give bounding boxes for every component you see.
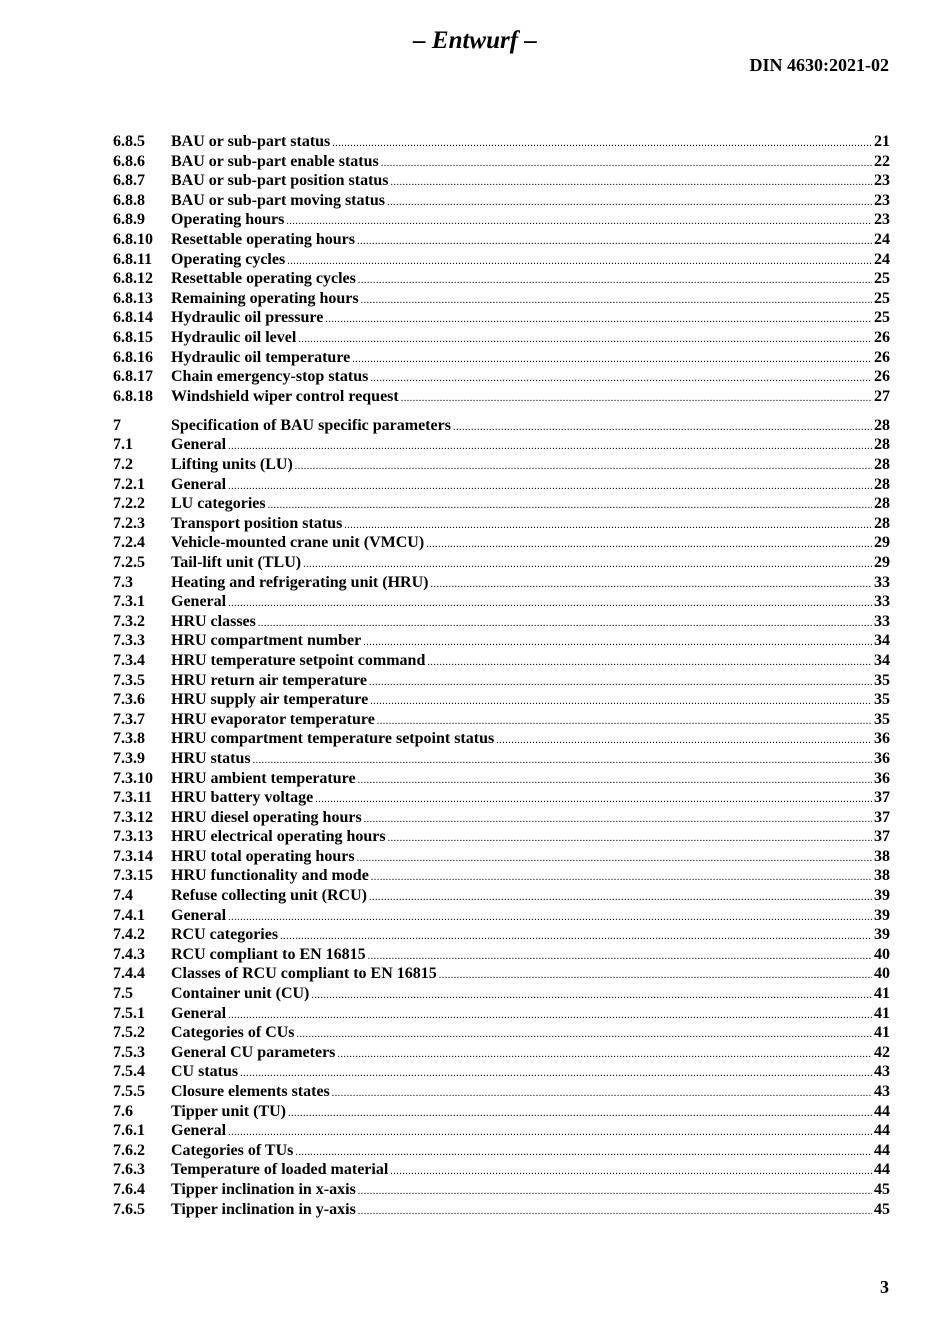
toc-entry-number: 7.2.3 bbox=[113, 514, 145, 532]
dot-leader bbox=[358, 1182, 872, 1202]
toc-entry-page: 39 bbox=[874, 906, 890, 924]
dot-leader bbox=[453, 418, 872, 438]
toc-entry-page: 38 bbox=[874, 847, 890, 865]
toc-entry-title: General bbox=[171, 1122, 227, 1140]
toc-entry-title: CU status bbox=[171, 1063, 239, 1081]
toc-entry-title: HRU functionality and mode bbox=[171, 867, 369, 885]
toc-entry-title: BAU or sub-part enable status bbox=[171, 152, 379, 170]
toc-entry-title: Tipper inclination in y-axis bbox=[171, 1200, 356, 1218]
toc-entry-title: BAU or sub-part status bbox=[171, 133, 331, 150]
toc-entry-page: 23 bbox=[874, 211, 890, 229]
dot-leader bbox=[388, 829, 872, 849]
toc-entry-page: 22 bbox=[874, 152, 890, 170]
toc-entry-page: 23 bbox=[874, 172, 890, 190]
toc-entry-page: 23 bbox=[874, 191, 890, 209]
toc-entry-number: 6.8.8 bbox=[113, 191, 145, 209]
toc-entry-page: 25 bbox=[874, 289, 890, 307]
toc-entry[interactable] bbox=[113, 475, 890, 495]
toc-entry-page: 41 bbox=[874, 1004, 890, 1022]
toc-entry[interactable] bbox=[113, 690, 890, 710]
toc-entry-number: 7.3.15 bbox=[113, 867, 153, 885]
toc-entry-number: 6.8.15 bbox=[113, 328, 153, 346]
toc-entry-number: 7.4.1 bbox=[113, 906, 145, 924]
toc-entry[interactable] bbox=[113, 250, 890, 270]
toc-entry-page: 28 bbox=[874, 495, 890, 513]
toc-entry-title: Tipper inclination in x-axis bbox=[171, 1180, 356, 1198]
toc-entry-number: 7.5.4 bbox=[113, 1063, 145, 1081]
toc-entry-page: 36 bbox=[874, 730, 890, 748]
toc-entry[interactable] bbox=[113, 416, 890, 436]
toc-entry-number: 7.3 bbox=[113, 573, 133, 591]
toc-entry-number: 7.5.5 bbox=[113, 1083, 145, 1100]
toc-entry-page: 40 bbox=[874, 945, 890, 963]
toc-entry-number: 6.8.9 bbox=[113, 211, 145, 229]
toc-entry[interactable] bbox=[113, 289, 890, 309]
dot-leader bbox=[280, 927, 872, 947]
toc-entry[interactable] bbox=[113, 171, 890, 191]
dot-leader bbox=[332, 1084, 872, 1104]
toc-entry-title: General bbox=[171, 436, 227, 454]
toc-entry-page: 28 bbox=[874, 436, 890, 454]
toc-entry[interactable] bbox=[113, 1180, 890, 1200]
toc-entry-title: Heating and refrigerating unit (HRU) bbox=[171, 573, 429, 591]
dot-leader bbox=[295, 457, 872, 477]
toc-entry-number: 7.4 bbox=[113, 887, 133, 905]
toc-entry-page: 44 bbox=[874, 1161, 890, 1179]
toc-entry-number: 7.6.4 bbox=[113, 1180, 145, 1198]
toc-entry-number: 7.6.5 bbox=[113, 1200, 145, 1218]
toc-entry[interactable] bbox=[113, 612, 890, 632]
toc-entry-number: 7.3.8 bbox=[113, 730, 145, 748]
toc-entry[interactable] bbox=[113, 729, 890, 749]
dot-leader bbox=[311, 986, 872, 1006]
dot-leader bbox=[337, 1045, 872, 1065]
toc-entry[interactable] bbox=[113, 1160, 890, 1180]
dot-leader bbox=[391, 173, 872, 193]
toc-entry[interactable] bbox=[113, 945, 890, 965]
toc-entry-page: 24 bbox=[874, 250, 890, 268]
toc-entry-title: Chain emergency-stop status bbox=[171, 368, 369, 386]
toc-entry[interactable] bbox=[113, 494, 890, 514]
dot-leader bbox=[439, 966, 872, 986]
toc-entry-title: Categories of CUs bbox=[171, 1024, 295, 1042]
toc-entry-title: Refuse collecting unit (RCU) bbox=[171, 887, 367, 905]
toc-entry-number: 7.2.2 bbox=[113, 495, 145, 513]
toc-entry-title: HRU supply air temperature bbox=[171, 691, 369, 709]
toc-entry[interactable] bbox=[113, 651, 890, 671]
toc-entry-title: Hydraulic oil temperature bbox=[171, 348, 351, 366]
toc-entry-number: 7.1 bbox=[113, 436, 133, 454]
toc-entry-number: 6.8.7 bbox=[113, 172, 145, 190]
toc-entry-page: 25 bbox=[874, 270, 890, 288]
toc-entry[interactable] bbox=[113, 553, 890, 573]
toc-entry-page: 26 bbox=[874, 328, 890, 346]
toc-entry-page: 39 bbox=[874, 926, 890, 944]
toc-entry[interactable] bbox=[113, 1121, 890, 1141]
toc-entry-number: 6.8.11 bbox=[113, 250, 153, 268]
toc-entry-title: HRU electrical operating hours bbox=[171, 828, 386, 846]
toc-entry[interactable] bbox=[113, 435, 890, 455]
toc-entry-page: 24 bbox=[874, 230, 890, 248]
dot-leader bbox=[368, 947, 872, 967]
document-id: DIN 4630:2021-02 bbox=[749, 55, 889, 75]
toc-entry-number: 7 bbox=[113, 416, 121, 434]
toc-entry-page: 43 bbox=[874, 1083, 890, 1100]
toc-entry-page: 25 bbox=[874, 309, 890, 327]
toc-entry-title: HRU return air temperature bbox=[171, 671, 367, 689]
toc-entry-number: 7.6 bbox=[113, 1102, 133, 1120]
table-of-contents bbox=[113, 132, 890, 1219]
toc-entry-number: 7.3.5 bbox=[113, 671, 145, 689]
dot-leader bbox=[228, 1006, 872, 1026]
toc-entry[interactable] bbox=[113, 671, 890, 691]
dot-leader bbox=[240, 1064, 872, 1084]
toc-entry-title: Transport position status bbox=[171, 514, 343, 532]
toc-entry-number: 6.8.14 bbox=[113, 309, 153, 327]
toc-entry-number: 7.6.3 bbox=[113, 1161, 145, 1179]
toc-entry-title: HRU status bbox=[171, 749, 251, 767]
toc-entry[interactable] bbox=[113, 191, 890, 211]
toc-entry-number: 6.8.6 bbox=[113, 152, 145, 170]
dot-leader bbox=[369, 673, 872, 693]
dot-leader bbox=[370, 369, 872, 389]
toc-entry-number: 7.3.9 bbox=[113, 749, 145, 767]
toc-entry[interactable] bbox=[113, 573, 890, 593]
toc-entry-title: Tail-lift unit (TLU) bbox=[171, 553, 302, 571]
toc-entry[interactable] bbox=[113, 367, 890, 387]
toc-entry-page: 35 bbox=[874, 671, 890, 689]
toc-entry[interactable] bbox=[113, 631, 890, 651]
toc-entry[interactable] bbox=[113, 886, 890, 906]
dot-leader bbox=[370, 692, 872, 712]
toc-entry[interactable] bbox=[113, 230, 890, 250]
toc-entry-title: LU categories bbox=[171, 495, 266, 513]
dot-leader bbox=[363, 633, 872, 653]
toc-entry-number: 6.8.16 bbox=[113, 348, 153, 366]
toc-entry[interactable] bbox=[113, 1102, 890, 1122]
toc-entry-page: 33 bbox=[874, 612, 890, 630]
toc-entry-number: 7.3.10 bbox=[113, 769, 153, 787]
toc-entry-page: 44 bbox=[874, 1102, 890, 1120]
toc-entry[interactable] bbox=[113, 866, 890, 886]
toc-entry-title: HRU battery voltage bbox=[171, 789, 314, 807]
toc-entry-number: 7.2.4 bbox=[113, 534, 145, 552]
toc-entry-number: 7.3.13 bbox=[113, 828, 153, 846]
toc-entry-title: Tipper unit (TU) bbox=[171, 1102, 286, 1120]
dot-leader bbox=[426, 535, 872, 555]
toc-entry-title: Temperature of loaded material bbox=[171, 1161, 389, 1179]
toc-entry-page: 45 bbox=[874, 1200, 890, 1218]
toc-entry-title: Vehicle-mounted crane unit (VMCU) bbox=[171, 534, 425, 552]
toc-entry-number: 7.4.2 bbox=[113, 926, 145, 944]
toc-entry-number: 7.3.1 bbox=[113, 593, 145, 611]
toc-entry-title: BAU or sub-part moving status bbox=[171, 191, 385, 209]
dot-leader bbox=[315, 790, 872, 810]
dot-leader bbox=[287, 252, 872, 272]
toc-entry-title: HRU diesel operating hours bbox=[171, 808, 362, 826]
toc-entry[interactable] bbox=[113, 1062, 890, 1082]
toc-entry-title: General bbox=[171, 906, 227, 924]
toc-entry-title: BAU or sub-part position status bbox=[171, 172, 389, 190]
toc-entry[interactable] bbox=[113, 328, 890, 348]
toc-entry[interactable] bbox=[113, 847, 890, 867]
toc-entry-title: General bbox=[171, 593, 227, 611]
toc-entry-title: Container unit (CU) bbox=[171, 985, 310, 1003]
toc-entry[interactable] bbox=[113, 749, 890, 769]
dot-leader bbox=[371, 868, 872, 888]
toc-entry-number: 7.3.7 bbox=[113, 710, 145, 728]
toc-entry-title: RCU compliant to EN 16815 bbox=[171, 945, 366, 963]
toc-entry-title: HRU evaporator temperature bbox=[171, 710, 375, 728]
toc-entry-page: 33 bbox=[874, 573, 890, 591]
toc-entry-page: 21 bbox=[874, 133, 890, 150]
dot-leader bbox=[268, 496, 872, 516]
toc-entry[interactable] bbox=[113, 592, 890, 612]
toc-entry-page: 41 bbox=[874, 1024, 890, 1042]
toc-entry-title: Closure elements states bbox=[171, 1083, 330, 1100]
toc-entry-title: Remaining operating hours bbox=[171, 289, 359, 307]
toc-entry[interactable] bbox=[113, 1141, 890, 1161]
toc-entry-page: 29 bbox=[874, 553, 890, 571]
toc-entry-title: HRU temperature setpoint command bbox=[171, 651, 426, 669]
draft-label: – Entwurf – bbox=[413, 27, 537, 54]
toc-entry-page: 36 bbox=[874, 749, 890, 767]
toc-entry[interactable] bbox=[113, 808, 890, 828]
toc-entry-title: RCU categories bbox=[171, 926, 279, 944]
toc-entry-page: 42 bbox=[874, 1043, 890, 1061]
toc-entry-page: 28 bbox=[874, 475, 890, 493]
toc-entry[interactable] bbox=[113, 925, 890, 945]
toc-entry-number: 7.4.3 bbox=[113, 945, 145, 963]
dot-leader bbox=[401, 389, 872, 409]
toc-entry-title: Lifting units (LU) bbox=[171, 456, 293, 473]
toc-entry-number: 7.3.4 bbox=[113, 651, 145, 669]
dot-leader bbox=[358, 771, 872, 791]
toc-entry-page: 38 bbox=[874, 867, 890, 885]
toc-entry-title: HRU total operating hours bbox=[171, 847, 355, 865]
toc-entry-number: 6.8.17 bbox=[113, 368, 153, 386]
toc-entry-page: 34 bbox=[874, 632, 890, 650]
toc-entry-page: 44 bbox=[874, 1141, 890, 1159]
toc-entry-page: 27 bbox=[874, 387, 890, 405]
toc-entry-number: 7.3.12 bbox=[113, 808, 153, 826]
toc-entry-page: 40 bbox=[874, 965, 890, 983]
toc-entry-number: 7.3.3 bbox=[113, 632, 145, 650]
dot-leader bbox=[358, 1202, 872, 1222]
toc-entry-number: 6.8.12 bbox=[113, 270, 153, 288]
toc-entry-title: HRU ambient temperature bbox=[171, 769, 356, 787]
toc-entry-page: 26 bbox=[874, 348, 890, 366]
toc-entry[interactable] bbox=[113, 1043, 890, 1063]
toc-entry[interactable] bbox=[113, 308, 890, 328]
toc-entry[interactable] bbox=[113, 152, 890, 172]
toc-entry[interactable] bbox=[113, 788, 890, 808]
page-number: 3 bbox=[880, 1277, 889, 1297]
toc-entry[interactable] bbox=[113, 710, 890, 730]
dot-leader bbox=[357, 849, 872, 869]
toc-entry-title: Operating hours bbox=[171, 211, 285, 229]
toc-entry-page: 26 bbox=[874, 368, 890, 386]
dot-leader bbox=[228, 437, 872, 457]
toc-entry[interactable] bbox=[113, 533, 890, 553]
toc-entry-page: 37 bbox=[874, 828, 890, 846]
toc-entry-title: Classes of RCU compliant to EN 16815 bbox=[171, 965, 437, 983]
dot-leader bbox=[430, 575, 872, 595]
toc-entry[interactable] bbox=[113, 1023, 890, 1043]
dot-leader bbox=[387, 193, 872, 213]
dot-leader bbox=[325, 310, 872, 330]
toc-entry-number: 7.4.4 bbox=[113, 965, 145, 983]
toc-entry[interactable] bbox=[113, 827, 890, 847]
toc-entry[interactable] bbox=[113, 455, 890, 475]
toc-entry-page: 33 bbox=[874, 593, 890, 611]
toc-entry[interactable] bbox=[113, 964, 890, 984]
toc-entry[interactable] bbox=[113, 984, 890, 1004]
toc-entry-number: 7.2 bbox=[113, 456, 133, 473]
toc-entry-title: Resettable operating hours bbox=[171, 230, 355, 248]
dot-leader bbox=[390, 1162, 872, 1182]
toc-entry-page: 29 bbox=[874, 534, 890, 552]
toc-entry[interactable] bbox=[113, 348, 890, 368]
dot-leader bbox=[332, 134, 872, 154]
toc-entry[interactable] bbox=[113, 1004, 890, 1024]
toc-entry-page: 43 bbox=[874, 1063, 890, 1081]
toc-entry-page: 37 bbox=[874, 808, 890, 826]
toc-entry-page: 35 bbox=[874, 691, 890, 709]
dot-leader bbox=[427, 653, 872, 673]
toc-entry-page: 34 bbox=[874, 651, 890, 669]
toc-entry-page: 44 bbox=[874, 1122, 890, 1140]
toc-entry-page: 35 bbox=[874, 710, 890, 728]
toc-entry-page: 28 bbox=[874, 514, 890, 532]
toc-entry[interactable] bbox=[113, 269, 890, 289]
toc-entry-number: 7.6.1 bbox=[113, 1122, 145, 1140]
toc-entry-title: Hydraulic oil level bbox=[171, 328, 297, 346]
dot-leader bbox=[298, 330, 872, 350]
toc-entry[interactable] bbox=[113, 132, 890, 152]
toc-entry-page: 37 bbox=[874, 789, 890, 807]
dot-leader bbox=[364, 810, 872, 830]
toc-entry-number: 7.3.2 bbox=[113, 612, 145, 630]
toc-entry-title: General CU parameters bbox=[171, 1043, 336, 1061]
toc-entry-number: 7.5.3 bbox=[113, 1043, 145, 1061]
dot-leader bbox=[369, 888, 872, 908]
toc-entry-number: 7.2.5 bbox=[113, 553, 145, 571]
toc-entry-title: Operating cycles bbox=[171, 250, 286, 268]
dot-leader bbox=[496, 731, 872, 751]
toc-entry-number: 6.8.5 bbox=[113, 133, 145, 150]
toc-entry[interactable] bbox=[113, 769, 890, 789]
toc-entry[interactable] bbox=[113, 387, 890, 407]
toc-entry-number: 7.3.14 bbox=[113, 847, 153, 865]
toc-entry[interactable] bbox=[113, 906, 890, 926]
toc-entry-title: General bbox=[171, 475, 227, 493]
dot-leader bbox=[286, 212, 872, 232]
toc-entry-page: 28 bbox=[874, 456, 890, 473]
toc-entry-number: 6.8.18 bbox=[113, 387, 153, 405]
toc-entry-number: 6.8.13 bbox=[113, 289, 153, 307]
dot-leader bbox=[381, 154, 872, 174]
toc-entry[interactable] bbox=[113, 1082, 890, 1102]
toc-entry-number: 7.3.11 bbox=[113, 789, 153, 807]
dot-leader bbox=[228, 594, 872, 614]
toc-entry-page: 45 bbox=[874, 1180, 890, 1198]
toc-entry-number: 7.5.1 bbox=[113, 1004, 145, 1022]
toc-entry-title: Resettable operating cycles bbox=[171, 270, 356, 288]
dot-leader bbox=[361, 291, 872, 311]
toc-entry-page: 41 bbox=[874, 985, 890, 1003]
toc-entry-title: Hydraulic oil pressure bbox=[171, 309, 324, 327]
dot-leader bbox=[358, 271, 872, 291]
toc-entry-title: HRU compartment temperature setpoint status bbox=[171, 730, 495, 748]
toc-entry-title: General bbox=[171, 1004, 227, 1022]
dot-leader bbox=[228, 1123, 872, 1143]
toc-entry-title: Specification of BAU specific parameters bbox=[171, 416, 451, 434]
dot-leader bbox=[352, 350, 872, 370]
toc-entry-page: 36 bbox=[874, 769, 890, 787]
toc-entry-title: Windshield wiper control request bbox=[171, 387, 399, 405]
toc-entry-title: Categories of TUs bbox=[171, 1141, 294, 1159]
toc-entry-title: HRU classes bbox=[171, 612, 256, 630]
toc-entry-number: 7.3.6 bbox=[113, 691, 145, 709]
toc-entry-page: 28 bbox=[874, 416, 890, 434]
toc-entry-number: 7.6.2 bbox=[113, 1141, 145, 1159]
dot-leader bbox=[288, 1104, 872, 1124]
toc-entry[interactable] bbox=[113, 514, 890, 534]
dot-leader bbox=[228, 477, 872, 497]
dot-leader bbox=[228, 908, 872, 928]
toc-entry[interactable] bbox=[113, 210, 890, 230]
toc-entry-number: 7.5.2 bbox=[113, 1024, 145, 1042]
toc-entry-number: 7.5 bbox=[113, 985, 133, 1003]
toc-entry[interactable] bbox=[113, 1200, 890, 1220]
toc-entry-number: 6.8.10 bbox=[113, 230, 153, 248]
toc-entry-title: HRU compartment number bbox=[171, 632, 362, 650]
dot-leader bbox=[297, 1025, 872, 1045]
dot-leader bbox=[357, 232, 872, 252]
toc-entry-number: 7.2.1 bbox=[113, 475, 145, 493]
toc-entry-page: 39 bbox=[874, 887, 890, 905]
